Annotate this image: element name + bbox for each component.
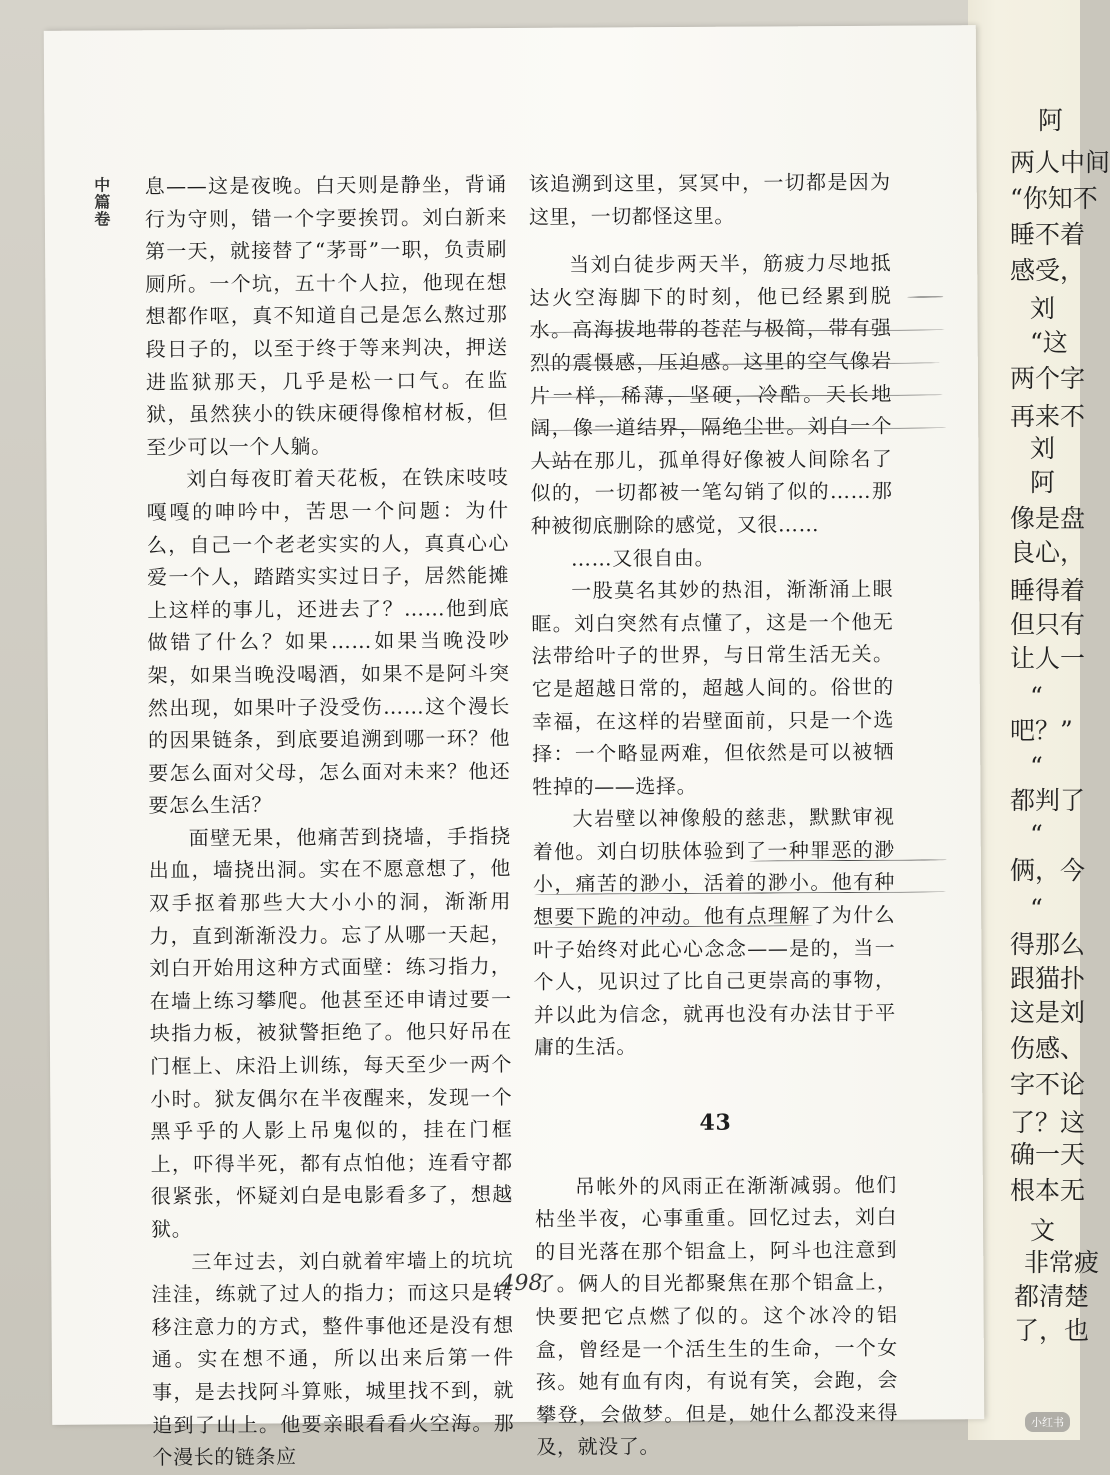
- paragraph: 吊帐外的风雨正在渐渐减弱。他们枯坐半夜，心事重重。回忆过去，刘白的目光落在那个铝盒上，阿斗也注意到了。俩人的目光都聚焦在那个铝盒上，快要把它点燃了似的。这个冰冷的铝盒，曾经是一个活生生的生命，一个女孩。她有血有肉，有说有笑，会跑，会攀登，会做梦。但是，她什么都没来得及，就没了。: [534, 1172, 899, 1460]
- paragraph: 息——这是夜晚。白天则是静坐，背诵行为守则，错一个字要挨罚。刘白新来第一天，就接替了“茅哥”一职，负责刷厕所。一个坑，五十个人拉，他现在想想都作呕，真不知道自己是怎么熬过那段日子的，以至于终于等来判决，押送进监狱那天，几乎是松一口气。在监狱，虽然狭小的铁床硬得像棺材板，但至少可以一个人躺。: [144, 172, 509, 459]
- facing-page-text-fragment: “这: [1030, 328, 1068, 357]
- facing-page-text-fragment: “: [1030, 682, 1043, 711]
- chapter-heading: 43: [699, 1109, 732, 1136]
- pencil-underline: [907, 296, 943, 297]
- facing-page-text-fragment: 文: [1030, 1216, 1056, 1245]
- facing-page-text-fragment: 刘: [1030, 434, 1056, 463]
- facing-page-text-fragment: “: [1030, 820, 1043, 849]
- facing-page-text-fragment: 了？这: [1010, 1108, 1086, 1137]
- facing-page-text-fragment: 了，也: [1014, 1316, 1090, 1345]
- paragraph: 当刘白徒步两天半，筋疲力尽地抵达火空海脚下的时刻，他已经累到脱水。高海拔地带的苍茫与极简，带有强烈的震慑感，压迫感。这里的空气像岩片一样，稀薄，坚硬，冷酷。天长地阔，像一道结界，隔绝尘世。刘白一个人站在那儿，孤单得好像被人间除名了似的，一切都被一笔勾销了似的……那种被彻底删除的感觉，又很……: [529, 250, 893, 538]
- facing-page-text-fragment: “: [1030, 894, 1043, 923]
- left-column: [145, 168, 515, 1474]
- facing-page-text-fragment: 得那么: [1010, 930, 1086, 959]
- facing-page-text-fragment: “: [1030, 752, 1043, 781]
- paragraph: 刘白每夜盯着天花板，在铁床吱吱嘎嘎的呻吟中，苦思一个问题：为什么，自己一个老老实实的人，真真心心爱一个人，踏踏实实过日子，居然能摊上这样的事儿，还进去了？……他到底做错了什么？如果……如果当晚没吵架，如果当晚没喝酒，如果不是阿斗突然出现，如果叶子没受伤……这个漫长的因果链条，到底要追溯到哪一环？他要怎么面对父母，怎么面对未来？他还要怎么生活？: [146, 465, 511, 818]
- facing-page-text-fragment: 睡得着: [1010, 576, 1086, 605]
- paragraph: 该追溯到这里，冥冥中，一切都是因为这里，一切都怪这里。: [528, 169, 891, 229]
- facing-page-text-fragment: 伤感、: [1010, 1034, 1086, 1063]
- facing-page-text-fragment: 这是刘: [1010, 998, 1086, 1027]
- paragraph: 一股莫名其妙的热泪，渐渐涌上眼眶。刘白突然有点懂了，这是一个他无法带给叶子的世界，与日常生活无关。它是超越日常的，超越人间的。俗世的幸福，在这样的岩壁面前，只是一个选择：一个略显两难，但依然是可以被牺牲掉的——选择。: [531, 576, 895, 799]
- facing-page-text-fragment: 但只有: [1010, 610, 1086, 639]
- facing-page-text-fragment: 阿: [1038, 106, 1064, 135]
- facing-page-text-fragment: 让人一: [1010, 644, 1086, 673]
- page-number: 498: [500, 1270, 543, 1297]
- facing-page-text-fragment: 良心，: [1010, 538, 1086, 567]
- volume-side-label: 中篇卷: [91, 176, 111, 228]
- facing-page-text-fragment: 感受，: [1010, 256, 1086, 285]
- facing-page-text-fragment: 两个字: [1010, 364, 1086, 393]
- book-page: [44, 25, 984, 1470]
- facing-page-text-fragment: 像是盘: [1010, 504, 1086, 533]
- watermark: 小红书: [1025, 1412, 1070, 1432]
- facing-page-text-fragment: 字不论: [1010, 1070, 1086, 1099]
- paragraph: 大岩壁以神像般的慈悲，默默审视着他。刘白切肤体验到了一种罪恶的渺小，痛苦的渺小，活着的渺小。他有种想要下跪的冲动。他有点理解了为什么叶子始终对此心心念念——是的，当一个人，见识过了比自己更崇高的事物，并以此为信念，就再也没有办法甘于平庸的生活。: [532, 804, 896, 1060]
- facing-page-text-fragment: 吧？”: [1010, 716, 1073, 745]
- facing-page-text-fragment: 再来不: [1010, 402, 1086, 431]
- paragraph: 三年过去，刘白就着牢墙上的坑坑洼洼，练就了过人的指力；而这只是转移注意力的方式，整件事他还是没有想通。实在想不通，所以出来后第一件事，是去找阿斗算账，城里找不到，就追到了山上。他要亲眼看看火空海。那个漫长的链条应: [151, 1247, 515, 1470]
- facing-page-text-fragment: 跟猫扑: [1010, 964, 1086, 993]
- facing-page-text-fragment: 俩，今: [1010, 856, 1086, 885]
- facing-page-text-fragment: 非常疲: [1024, 1248, 1100, 1277]
- facing-page-text-fragment: 两人中间: [1010, 148, 1110, 177]
- facing-page-text-fragment: 睡不着: [1010, 220, 1086, 249]
- right-column: [529, 166, 899, 1464]
- paragraph: 面壁无果，他痛苦到挠墙，手指挠出血，墙挠出洞。实在不愿意想了，他双手抠着那些大大小小的洞，渐渐用力，直到渐渐没力。忘了从哪一天起，刘白开始用这种方式面壁：练习指力，在墙上练习攀爬。他甚至还申请过要一块指力板，被狱警拒绝了。他只好吊在门框上、床沿上训练，每天至少一两个小时。狱友偶尔在半夜醒来，发现一个黑乎乎的人影上吊鬼似的，挂在门框上，吓得半死，都有点怕他；连看守都很紧张，怀疑刘白是电影看多了，想越狱。: [148, 823, 513, 1242]
- facing-page-text-fragment: “你知不: [1010, 184, 1098, 213]
- facing-page-edge: [968, 0, 1110, 1440]
- facing-page-text-fragment: 确一天: [1010, 1140, 1086, 1169]
- paragraph: ……又很自由。: [570, 545, 716, 571]
- facing-page-text-fragment: 刘: [1030, 294, 1056, 323]
- facing-page-text-fragment: 根本无: [1010, 1176, 1086, 1205]
- facing-page-text-fragment: 都清楚: [1014, 1282, 1090, 1311]
- facing-page-text-fragment: 都判了: [1010, 786, 1086, 815]
- facing-page-text-fragment: 阿: [1030, 468, 1056, 497]
